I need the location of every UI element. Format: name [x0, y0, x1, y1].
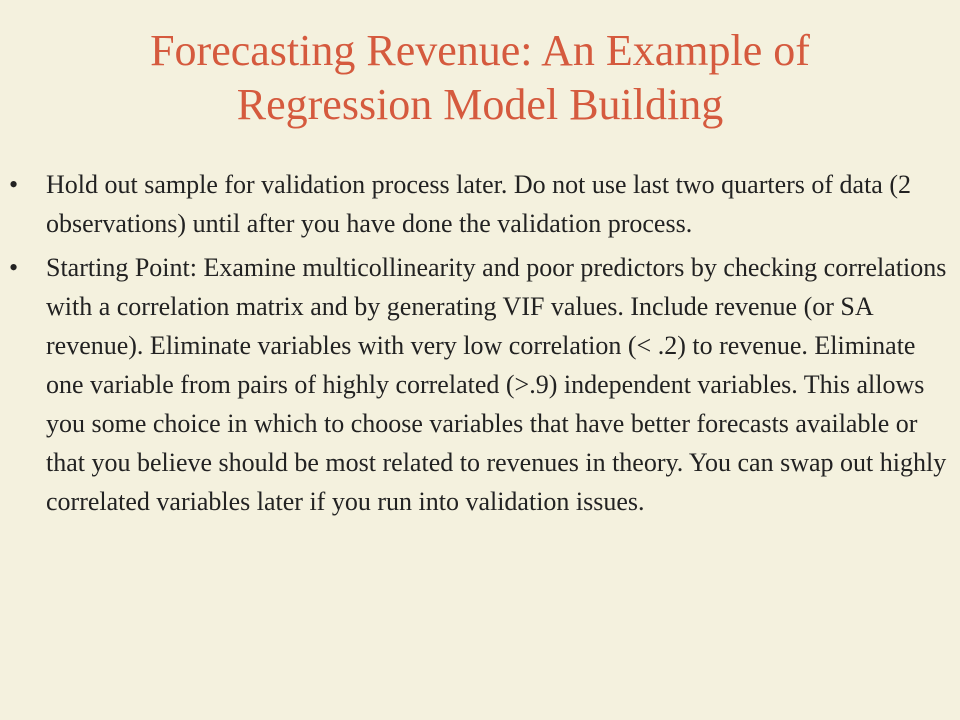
slide-title	[60, 24, 900, 132]
bullet-dot-icon: •	[9, 253, 19, 282]
bullet-text: Hold out sample for validation process later. Do not use last two quarters of data (2 observations) until after you have done the validation process.	[46, 170, 912, 238]
slide-title-line-1: Forecasting Revenue: An Example of	[150, 26, 810, 75]
slide-title-line-2: Regression Model Building	[236, 80, 724, 129]
bullet-list	[0, 165, 960, 526]
bullet-item-starting-point	[0, 248, 960, 521]
bullet-item-holdout	[0, 165, 960, 243]
bullet-dot-icon: •	[9, 170, 19, 199]
bullet-text: Starting Point: Examine multicollinearity and poor predictors by checking correlations with a correlation matrix and by generating VIF values. Include revenue (or SA revenue). Eliminate variables with very low correlation (< .2) to revenue. Eliminate one variable from pairs of highly correlated (>.9) independent variables. This allows you some choice in which to choose variables that have better forecasts available or that you believe should be most related to revenues in theory. You can swap out highly correlated variables later if you run into validation issues.	[46, 253, 947, 516]
